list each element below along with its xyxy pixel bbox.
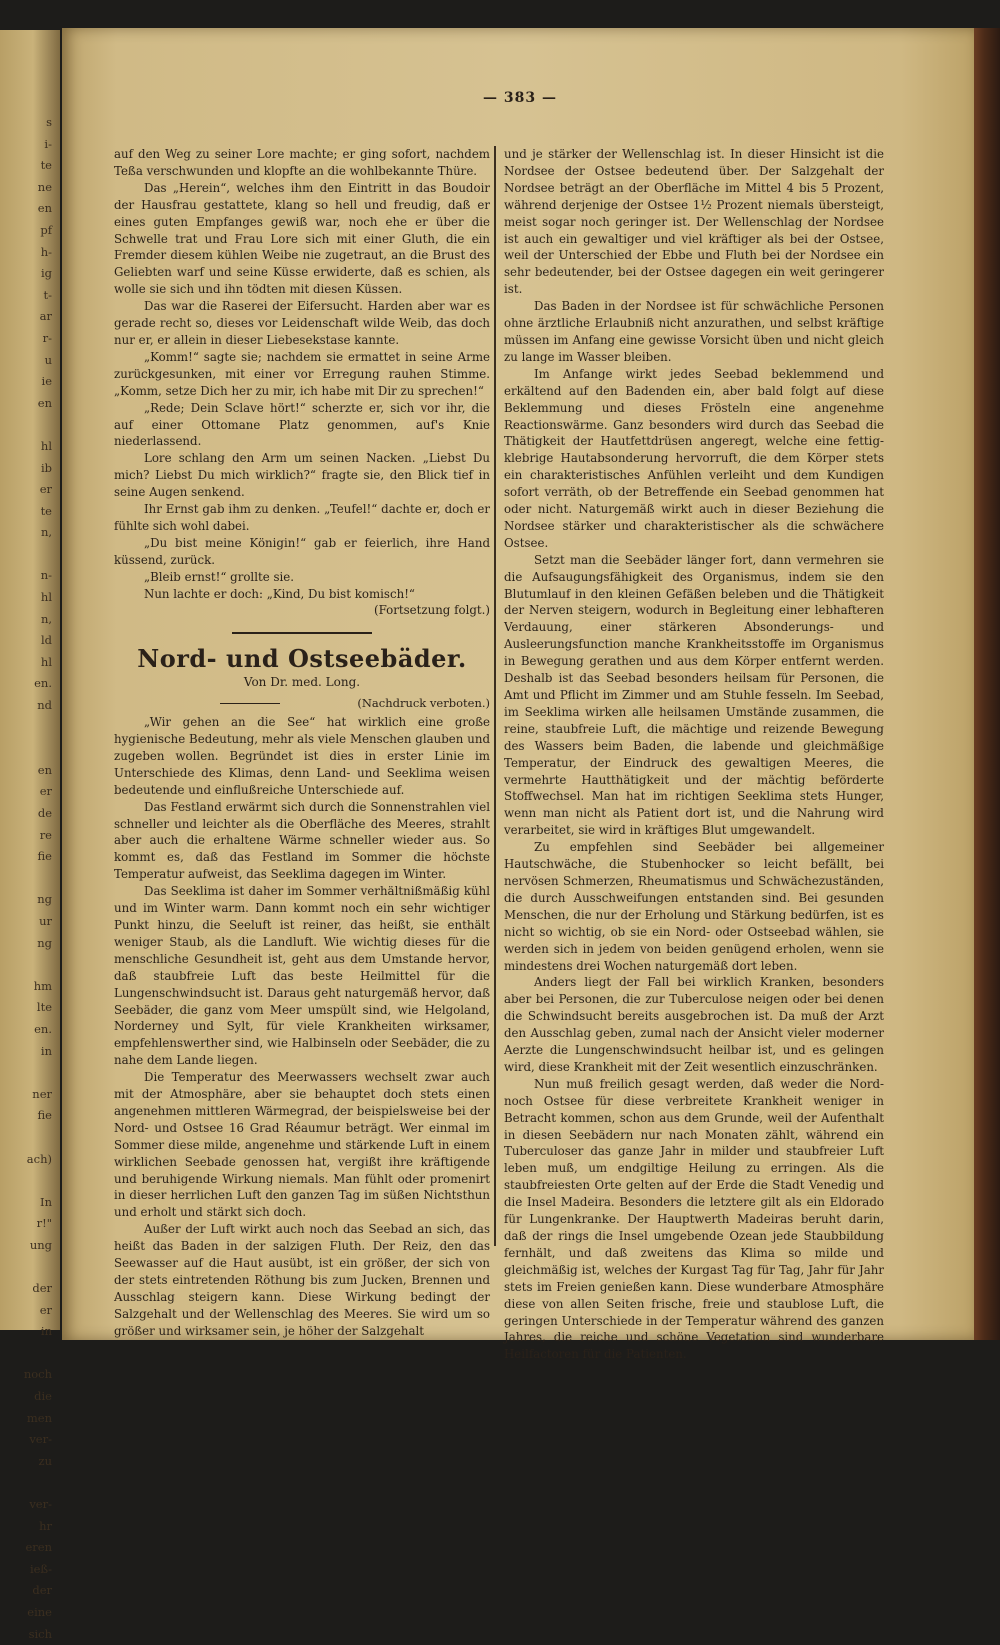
article-paragraph: Die Temperatur des Meerwassers wechselt zwar auch mit der Atmosphäre, aber sie behauptet doch stets einen angenehmen mittleren Wärmegrad, der beispielsweise bei der Nord- und Ostsee 16 Grad Réaumur beträgt. Wer einmal im Sommer diese milde, angenehme und stärkende Luft in einem wirklichen Seebade genossen hat, vergißt ihre kräftigende und beruhigende Wirkung niemals. Man fühlt oder promenirt in dieser herrlichen Luft den ganzen Tag im süßen Nichtsthun und erholt und stärkt sich doch. bbox=[114, 1070, 490, 1220]
continuation-note: (Fortsetzung folgt.) bbox=[374, 603, 490, 618]
article-paragraph: und je stärker der Wellenschlag ist. In dieser Hinsicht ist die Nordsee der Ostsee bedeutend über. Der Salzgehalt der Nordsee beträgt an der Oberfläche im Mittel 4 bis 5 Prozent, während derjenige der Ostsee 1½ Prozent niemals übersteigt, meist sogar noch geringer ist. Der Wellenschlag der Nordsee ist auch ein gewaltiger und viel kräftiger als bei der Ostsee, weil der Unterschied der Ebbe und Fluth bei der Nordsee ein sehr bedeutender, bei der Ostsee dagegen ein weit geringerer ist. bbox=[504, 147, 884, 297]
story-paragraph: „Du bist meine Königin!“ gab er feierlich, ihre Hand küssend, zurück. bbox=[114, 535, 490, 567]
story-paragraph: Das war die Raserei der Eifersucht. Harden aber war es gerade recht so, dieses vor Leidenschaft wilde Weib, das doch nur er, er allein in dieser Liebesekstase kannte. bbox=[114, 299, 490, 347]
story-paragraph: Das „Herein“, welches ihm den Eintritt in das Boudoir der Hausfrau gestattete, klang so hell und freudig, daß er eines guten Empfanges gewiß war, noch ehe er über die Schwelle trat und Frau Lore sich mit einer Gluth, die ein Fremder diesem kühlen Weibe nie zugetraut, an die Brust des Geliebten warf und seine Küsse erwiderte, daß es schien, als wolle sie sich und ihn tödten mit diesen Küssen. bbox=[114, 180, 490, 297]
article-paragraph: Zu empfehlen sind Seebäder bei allgemeiner Hautschwäche, die Stubenhocker so leicht befällt, bei nervösen Schmerzen, Rheumatismus und Schwächezuständen, die durch Ausschweifungen entstanden sind. Bei gesunden Menschen, die nur der Erholung und Stärkung bedürfen, ist es nicht so wichtig, ob sie ein Nord- oder Ostseebad wählen, sie werden sich in jedem von beiden genügend erholen, wenn sie mindestens drei Wochen naturgemäß dort leben. bbox=[504, 840, 884, 973]
article-paragraph: „Wir gehen an die See“ hat wirklich eine große hygienische Bedeutung, mehr als viele Menschen glauben und zugeben wollen. Begründet ist dies in erster Linie im Unterschiede des Klimas, denn Land- und Seeklima weisen bedeutende und einflußreiche Unterschiede auf. bbox=[114, 715, 490, 797]
story-paragraph: auf den Weg zu seiner Lore machte; er ging sofort, nachdem Teßa verschwunden und klopfte an die wohlbekannte Thüre. bbox=[114, 147, 490, 178]
article-paragraph: Setzt man die Seebäder länger fort, dann vermehren sie die Aufsaugungsfähigkeit des Organismus, indem sie den Blutumlauf in den kleinen Gefäßen beleben und die Thätigkeit der Nerven steigern, wodurch in Begleitung einer lebhafteren Verdauung, einer stärkeren Absonderungs- und Ausleerungsfunction manche Krankheitsstoffe im Organismus in Bewegung gerathen und aus dem Körper entfernt werden. Deshalb ist das Seebad besonders heilsam für Personen, die Amt und Pflicht im Zimmer und am Stuhle fesseln. Im Seebad, im Seeklima wirken alle heilsamen Umstände zusammen, die reine, staubfreie Luft, die mächtige und reizende Bewegung des Wassers beim Baden, die labende und gleichmäßige Temperatur, der Eindruck des gewaltigen Meeres, die vermehrte Hautthätigkeit und der mächtig beförderte Stoffwechsel. Man hat im richtigen Seeklima stets Hunger, wenn man nicht als Patient dort ist, und die Nahrung wird verarbeitet, sie wird in kräftiges Blut umgewandelt. bbox=[504, 552, 884, 838]
article-paragraph: Das Seeklima ist daher im Sommer verhältnißmäßig kühl und im Winter warm. Dann kommt noch ein sehr wichtiger Punkt hinzu, die Seeluft ist reiner, das heißt, sie enthält weniger Staub, als die Landluft. Wie wichtig dieses für die menschliche Gesundheit ist, geht aus dem Umstande hervor, daß staubfreie Luft das beste Heilmittel für die Lungenschwindsucht ist. Daraus geht naturgemäß hervor, daß Seebäder, die ganz vom Meer umspült sind, wie Helgoland, Norderney und Sylt, für viele Krankheiten wirksamer, empfehlenswerther sind, wie Halbinseln oder Seebäder, die zu nahe dem Lande liegen. bbox=[114, 884, 490, 1068]
story-paragraph: „Rede; Dein Sclave hört!“ scherzte er, sich vor ihr, die auf einer Ottomane Platz genommen, auf's Knie niederlassend. bbox=[114, 400, 490, 449]
article-title: Nord- und Ostseebäder. bbox=[137, 644, 467, 674]
article-paragraph: Außer der Luft wirkt auch noch das Seebad an sich, das heißt das Baden in der salzigen Fluth. Der Reiz, den das Seewasser auf die Haut ausübt, ist ein größer, der sich von der stets eintretenden Röthung bis zum Jucken, Brennen und Ausschlag steigern kann. Diese Wirkung bedingt der Salzgehalt und der Wellenschlag des Meeres. Sie wird um so größer und wirksamer sein, je höher der Salzgehalt bbox=[114, 1222, 490, 1338]
story-paragraph: Nun lachte er doch: „Kind, Du bist komisch!“ bbox=[144, 586, 415, 601]
page-number: — 383 — bbox=[483, 90, 557, 106]
reprint-notice-row bbox=[114, 695, 490, 712]
binding-edge bbox=[974, 28, 1000, 1340]
story-paragraph: Lore schlang den Arm um seinen Nacken. „Liebst Du mich? Liebst Du mich wirklich?“ fragte sie, den Blick tief in seine Augen senkend. bbox=[114, 451, 490, 500]
story-paragraph: „Bleib ernst!“ grollte sie. bbox=[144, 569, 295, 584]
facing-page-edge bbox=[0, 30, 60, 1641]
story-paragraph: „Komm!“ sagte sie; nachdem sie ermattet in seine Arme zurückgesunken, mit einer vor Erregung rauhen Stimme. „Komm, setze Dich her zu mir, ich habe mit Dir zu sprechen!“ bbox=[114, 349, 490, 398]
right-column bbox=[504, 146, 884, 1363]
article-paragraph: Anders liegt der Fall bei wirklich Kranken, besonders aber bei Personen, die zur Tuberculose neigen oder bei denen die Schwindsucht bereits ausgebrochen ist. Da muß der Arzt den Ausschlag geben, zumal nach der Ansicht vieler moderner Aerzte die Lungenschwindsucht heilbar ist, und es gelingen wird, diese Krankheit mit der Zeit wesentlich einzuschränken. bbox=[504, 975, 884, 1074]
newspaper-page bbox=[62, 28, 974, 1362]
article-paragraph: Nun muß freilich gesagt werden, daß weder die Nord- noch Ostsee für diese verbreitete Krankheit weniger in Betracht kommen, schon aus dem Grunde, weil der Aufenthalt in diesen Seebädern nur nach Monaten zählt, während ein Tuberculoser das ganze Jahr in milder und staubfreier Luft leben muß, um endgiltige Heilung zu erringen. Als die staubfreiesten Orte gelten auf der Erde die Stadt Venedig und die Insel Madeira. Besonders die letztere gilt als ein Eldorado für Lungenkranke. Der Hauptwerth Madeiras beruht darin, daß der rings die Insel umgebende Ozean jede Staubbildung fernhält, und daß zweitens das Klima so milde und gleichmäßig ist, welches der Kurgast Tag für Tag, Jahr für Jahr stets im Freien genießen kann. Diese wunderbare Atmosphäre diese von allen Seiten frische, freie und staublose Luft, die geringen Unterschiede in der Temperatur während des ganzen Jahres, die reiche und schöne Vegetation sind wunderbare Heilfactoren für die Patienten. bbox=[504, 1076, 884, 1362]
article-paragraph: Das Festland erwärmt sich durch die Sonnenstrahlen viel schneller und leichter als die Oberfläche des Meeres, strahlt aber auch die erhaltene Wärme schneller wieder aus. So kommt es, daß das Festland im Sommer die höchste Temperatur aufweist, das Seeklima dagegen im Winter. bbox=[114, 799, 490, 882]
story-paragraph: Ihr Ernst gab ihm zu denken. „Teufel!“ dachte er, doch er fühlte sich wohl dabei. bbox=[114, 502, 490, 533]
article-paragraph: Im Anfange wirkt jedes Seebad beklemmend und erkältend auf den Badenden ein, aber bald folgt auf diese Beklemmung und dieses Frösteln eine angenehme Reactionswärme. Ganz besonders wird durch das Seebad die Thätigkeit der Hautfettdrüsen angeregt, welche eine fettig-klebrige Hautabsonderung hervorruft, die dem Körper stets ein charakteristisches Anfühlen verleiht und dem Kundigen sofort verräth, ob der Betreffende ein Seebad genommen hat oder nicht. Naturgemäß wirkt auch in dieser Beziehung die Nordsee stärker und charakteristischer als die schwächere Ostsee. bbox=[504, 366, 884, 550]
section-separator bbox=[232, 632, 372, 634]
notice-rule bbox=[220, 703, 280, 704]
facing-page-text-fragments: s i- te ne en pf h- ig t- ar r- u ie en hl ib er te n, n- hl n, ld hl en. nd en er de re fie ng ur ng hm lte en. in ner fie ach) In r!" ung der er in noch die men ver- zu ver- hr eren ieß- der eine sich bbox=[23, 115, 52, 1641]
article-byline: Von Dr. med. Long. bbox=[243, 675, 361, 690]
article-paragraph: Das Baden in der Nordsee ist für schwächliche Personen ohne ärztliche Erlaubniß nicht anzurathen, und selbst kräftige müssen im Anfang eine gewisse Vorsicht üben und nicht gleich zu lange im Wasser bleiben. bbox=[504, 299, 884, 364]
column-divider bbox=[494, 146, 496, 1246]
reprint-notice: (Nachdruck verboten.) bbox=[357, 696, 490, 711]
left-column bbox=[114, 146, 490, 1340]
